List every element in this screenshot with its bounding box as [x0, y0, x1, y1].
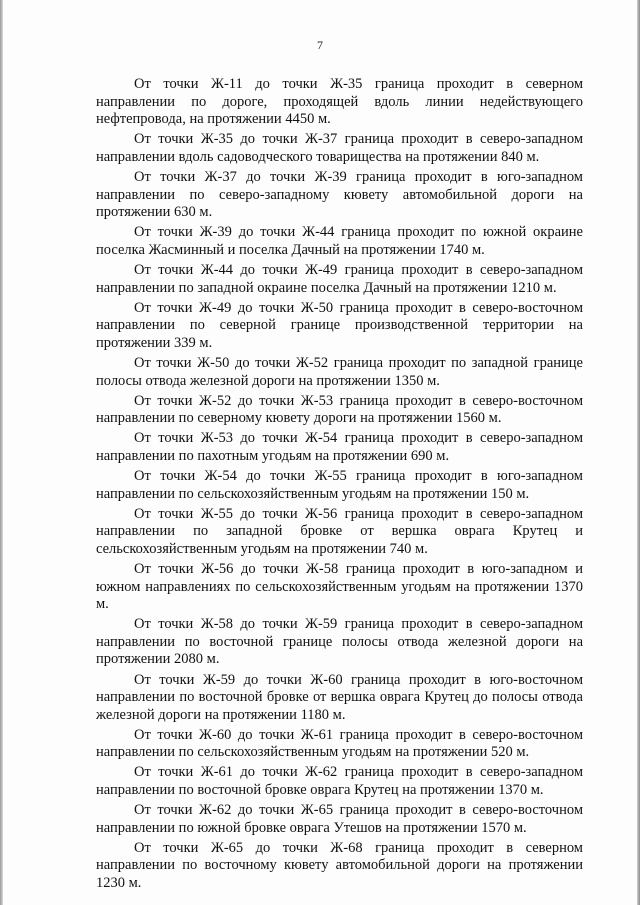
paragraph: От точки Ж-49 до точки Ж-50 граница проходит в северо-восточном направлении по северной границе производственной территории на протяжении 339 м. [96, 299, 583, 351]
paragraph: От точки Ж-59 до точки Ж-60 граница проходит в юго-восточном направлении по восточной бровке от вершка оврага Крутец до полосы отвода железной дороги на протяжении 1180 м. [96, 671, 583, 723]
paragraph: От точки Ж-55 до точки Ж-56 граница проходит в северо-западном направлении по западной бровке от вершка оврага Крутец и сельскохозяйственным угодьям на протяжении 740 м. [96, 505, 583, 557]
paragraph: От точки Ж-50 до точки Ж-52 граница проходит по западной границе полосы отвода железной дороги на протяжении 1350 м. [96, 354, 583, 389]
paragraph: От точки Ж-54 до точки Ж-55 граница проходит в юго-западном направлении по сельскохозяйственным угодьям на протяжении 150 м. [96, 467, 583, 502]
paragraph: От точки Ж-11 до точки Ж-35 граница проходит в северном направлении по дороге, проходящей вдоль линии недействующего нефтепровода, на протяжении 4450 м. [96, 76, 583, 128]
paragraph: От точки Ж-37 до точки Ж-39 граница проходит в юго-западном направлении по северо-западному кювету автомобильной дороги на протяжении 630 м. [96, 168, 583, 221]
scan-edge-left [0, 0, 3, 905]
paragraph: От точки Ж-62 до точки Ж-65 граница проходит в северо-восточном направлении по южной бровке оврага Утешов на протяжении 1570 м. [96, 802, 583, 836]
paragraph: От точки Ж-53 до точки Ж-54 граница проходит в северо-западном направлении по пахотным угодьям на протяжении 690 м. [96, 430, 583, 464]
paragraph: От точки Ж-35 до точки Ж-37 граница проходит в северо-западном направлении вдоль садоводческого товарищества на протяжении 840 м. [96, 131, 583, 165]
page-number: 7 [317, 38, 323, 52]
document-body [96, 76, 583, 895]
paragraph: От точки Ж-58 до точки Ж-59 граница проходит в северо-западном направлении по восточной границе полосы отвода железной дороги на протяжении 2080 м. [96, 616, 583, 668]
paragraph: От точки Ж-39 до точки Ж-44 граница проходит по южной окраине поселка Жасминный и поселка Дачный на протяжении 1740 м. [96, 224, 583, 258]
paragraph: От точки Ж-56 до точки Ж-58 граница проходит в юго-западном и южном направлениях по сельскохозяйственным угодьям на протяжении 1370 м. [96, 560, 583, 613]
paragraph: От точки Ж-52 до точки Ж-53 граница проходит в северо-восточном направлении по северному кювету дороги на протяжении 1560 м. [96, 392, 583, 427]
paragraph: От точки Ж-61 до точки Ж-62 граница проходит в северо-западном направлении по восточной бровке оврага Крутец на протяжении 1370 м. [96, 764, 583, 799]
paragraph: От точки Ж-65 до точки Ж-68 граница проходит в северном направлении по восточному кювету автомобильной дороги на протяжении 1230 м. [96, 839, 583, 892]
paragraph: От точки Ж-44 до точки Ж-49 граница проходит в северо-западном направлении по западной окраине поселка Дачный на протяжении 1210 м. [96, 261, 583, 296]
paragraph: От точки Ж-60 до точки Ж-61 граница проходит в северо-восточном направлении по сельскохозяйственным угодьям на протяжении 520 м. [96, 726, 583, 761]
